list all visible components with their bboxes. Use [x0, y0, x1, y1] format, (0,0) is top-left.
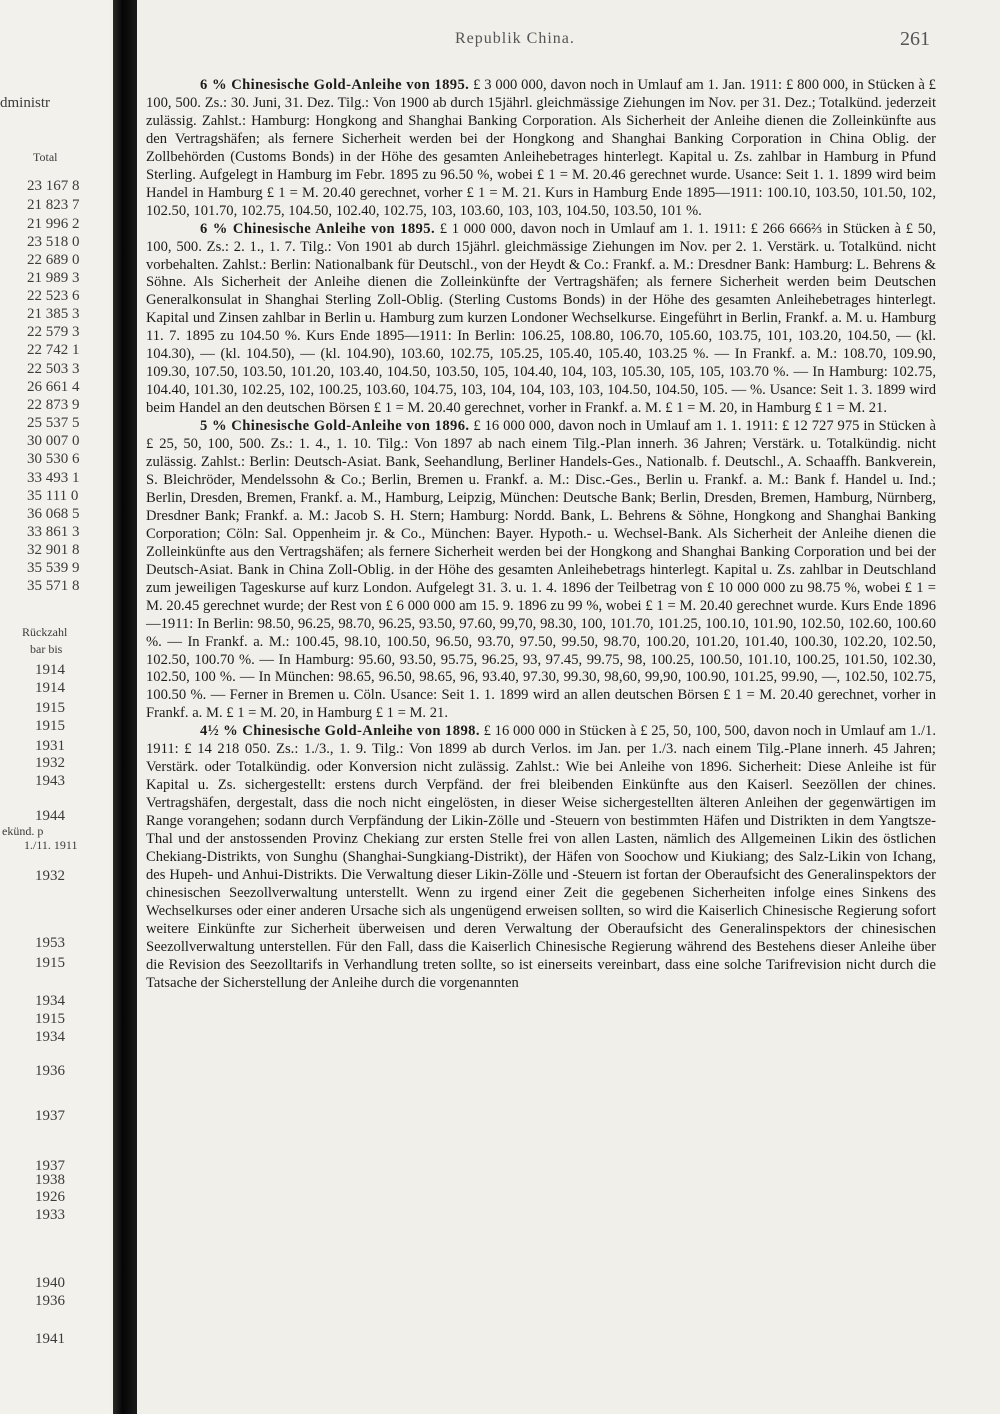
margin-fragment: 1934: [35, 993, 65, 1009]
margin-fragment: 1926: [35, 1189, 65, 1205]
margin-fragment: 1934: [35, 1029, 65, 1045]
margin-fragment: 21 996 2: [27, 216, 80, 232]
document-body: [146, 77, 936, 993]
margin-fragment: bar bis: [30, 642, 63, 656]
margin-fragment: 1914: [35, 680, 65, 696]
margin-fragment: 1932: [35, 755, 65, 771]
entry-title: 4½ % Chinesische Gold-Anleihe von 1898.: [200, 723, 480, 740]
margin-fragment: 1943: [35, 773, 65, 789]
book-binding-gutter: [113, 0, 137, 1414]
margin-fragment: 22 579 3: [27, 324, 80, 340]
entry-loan-1895: [146, 221, 936, 418]
entry-gold-loan-1898: [146, 723, 936, 992]
margin-fragment: 25 537 5: [27, 415, 80, 431]
margin-fragment: 1915: [35, 955, 65, 971]
margin-fragment: 1937: [35, 1108, 65, 1124]
margin-fragment: dministr: [0, 95, 51, 111]
margin-fragment: 23 167 8: [27, 178, 80, 194]
previous-page-margin-strip: [0, 0, 110, 1414]
entry-body: £ 3 000 000, davon noch in Umlauf am 1. Jan. 1911: £ 800 000, in Stücken à £ 100, 500. Zs.: 30. Juni, 31. Dez. Tilg.: Von 1900 ab durch 15jährl. gleichmässige Ziehungen im Nov. per 31. Dez.; Totalkünd. jederzeit zulässig. Zahlst.: Hamburg: Hongkong and Shanghai Banking Corporation. Als Sicherheit der Anleihe dienen die Zolleinkünfte aus den Vertragshäfen; als fernere Sicherheit werden bei der Hongkong and Shanghai Banking Corporation in China Oblig. der Zollbehörden (Customs Bonds) in der Höhe des gesamten Anleihebetrages hinterlegt. Kapital u. Zs. zahlbar in Hamburg in Pfund Sterling. Aufgelegt in Hamburg im Febr. 1895 zu 96.50 %, wobei £ 1 = M. 20.46 gerechnet wurde. Usance: Seit 1. 1. 1899 wird beim Handel in Hamburg £ 1 = M. 20.40 gerechnet, vorher £ 1 = M. 21. Kurs in Hamburg Ende 1895—1911: 100.10, 103.50, 101.50, 102, 102.50, 101.70, 102.75, 104.50, 102.40, 102.75, 103, 103.60, 103, 103, 104.50, 103.50, 101 %.: [146, 77, 936, 219]
margin-fragment: 30 530 6: [27, 451, 80, 467]
margin-fragment: 21 823 7: [27, 197, 80, 213]
margin-fragment: 30 007 0: [27, 433, 80, 449]
entry-title: 6 % Chinesische Gold-Anleihe von 1895.: [200, 77, 470, 93]
page-header: Republik China.: [455, 30, 575, 47]
margin-fragment: 1938: [35, 1172, 65, 1188]
margin-fragment: Rückzahl: [22, 625, 68, 639]
entry-title: 6 % Chinesische Anleihe von 1895.: [200, 220, 435, 237]
margin-fragment: 26 661 4: [27, 379, 80, 395]
page-number: 261: [900, 28, 930, 50]
margin-fragment: 1931: [35, 738, 65, 754]
margin-fragment: 21 989 3: [27, 270, 80, 286]
margin-fragment: 32 901 8: [27, 542, 80, 558]
margin-fragment: 35 539 9: [27, 560, 80, 576]
entry-gold-loan-1895: [146, 77, 936, 221]
margin-fragment: 36 068 5: [27, 506, 80, 522]
margin-fragment: 1915: [35, 718, 65, 734]
margin-fragment: 21 385 3: [27, 306, 80, 322]
margin-fragment: 35 111 0: [27, 488, 79, 504]
entry-gold-loan-1896: [146, 418, 936, 723]
margin-fragment: 22 523 6: [27, 288, 80, 304]
margin-fragment: 22 873 9: [27, 397, 80, 413]
entry-title: 5 % Chinesische Gold-Anleihe von 1896.: [200, 418, 470, 435]
margin-fragment: 22 689 0: [27, 252, 80, 268]
margin-fragment: 1941: [35, 1331, 65, 1347]
margin-fragment: 1940: [35, 1275, 65, 1291]
entry-body: £ 1 000 000, davon noch in Umlauf am 1. 1. 1911: £ 266 666⅔ in Stücken à £ 50, 100, 500. Zs.: 2. 1., 1. 7. Tilg.: Von 1901 ab durch 15jährl. gleichmässige Ziehungen im Nov. per 2. 1. Verstärk. u. Totalkünd. nicht vorbehalten. Zahlst.: Berlin: Nationalbank für Deutschl., von der Heydt & Co.: Frankf. a. M.: Dresdner Bank: Hamburg: L. Behrens & Söhne. Als Sicherheit der Anleihe dienen die Zolleinkünfte der Vertragshäfen; als fernere Sicherheit werden beim Deutschen Generalkonsulat in Shanghai Sterling Zoll-Oblig. (Sterling Customs Bonds) in der Höhe des gesamten Anleihebetrages hinterlegt. Kapital und Zinsen zahlbar in Berlin u. Hamburg zum kurzen Londoner Wechselkurse. Eingeführt in Berlin, Frankf. a. M. u. Hamburg 11. 7. 1895 zu 104.50 %. Kurs Ende 1895—1911: In Berlin: 106.25, 108.80, 106.70, 105.60, 103.75, 101, 103.20, 104.50, — (kl. 104.30), — (kl. 104.50), — (kl. 104.90), 103.60, 102.75, 105.25, 105.40, 105.40, 103.25 %. — In Frankf. a. M.: 108.70, 109.90, 109.30, 107.50, 103.50, 101.20, 103.40, 104.50, 103.50, 105, 104.40, 104, 103, 105.30, 105, 105, 103.70 %. — In Hamburg: 102.75, 104.40, 101.30, 102.25, 102, 100.25, 103.60, 104.75, 103, 104, 104, 103, 103, 104.50, 104.50, 105. — %. Usance: Seit 1. 3. 1899 wird beim Handel an den deutschen Börsen £ 1 = M. 20.40 gerechnet, vorher in Frankf. a. M. £ 1 = M. 20, in Hamburg £ 1 = M. 21.: [146, 220, 936, 417]
margin-fragment: 22 742 1: [27, 342, 80, 358]
margin-fragment: 35 571 8: [27, 578, 80, 594]
margin-fragment: 1./11. 1911: [24, 838, 78, 852]
margin-fragment: 1915: [35, 1011, 65, 1027]
margin-fragment: 1944: [35, 808, 65, 824]
margin-fragment: 1936: [35, 1293, 65, 1309]
margin-fragment: 1914: [35, 662, 65, 678]
margin-fragment: 1932: [35, 868, 65, 884]
margin-fragment: Total: [33, 150, 58, 164]
entry-body: £ 16 000 000, davon noch in Umlauf am 1. 1. 1911: £ 12 727 975 in Stücken à £ 25, 50, 100, 500. Zs.: 1. 4., 1. 10. Tilg.: Von 1897 ab nach einem Tilg.-Plan innerh. 36 Jahren; Verstärk. u. Totalkündig. nicht zulässig. Zahlst.: Berlin: Deutsch-Asiat. Bank, Seehandlung, Berliner Handels-Ges., Nationalb. f. Deutschl., A. Schaaffh. Bankverein, S. Bleichröder, Mendelssohn & Co.; Berlin, Bremen u. Frankf. a. M.: Disc.-Ges., Berlin u. Frankf. a. M.: Bank f. Handel u. Ind.; Berlin, Dresden, Bremen, Frankf. a. M., Hamburg, Leipzig, München: Deutsche Bank; Berlin, Dresden, Bremen, Hamburg, Nürnberg, Dresdner Bank; Frankf. a. M.: Jacob S. H. Stern; Hamburg: Nordd. Bank, L. Behrens & Söhne, Hongkong and Shanghai Banking Corporation; Cöln: Sal. Oppenheim jr. & Co., München: Bayer. Hypoth.- u. Wechsel-Bank. Als Sicherheit der Anleihe dienen die Zolleinkünfte aus den Vertragshäfen; als fernere Sicherheit werden bei der Hongkong and Shanghai Banking Corporation und bei der Deutsch-Asiat. Bank in China Zoll-Oblig. in der Höhe des gesamten Anleihebetrags hinterlegt. Kapital u. Zs. zahlbar in Deutschland zum jeweiligen Tageskurse auf kurz London. Aufgelegt 31. 3. u. 1. 4. 1896 der Teilbetrag von £ 10 000 000 zu 98.75 %, wobei £ 1 = M. 20.45 gerechnet wurde; der Rest von £ 6 000 000 am 15. 9. 1896 zu 99 %, wobei £ 1 = M. 20.40 gerechnet wurde. Kurs Ende 1896—1911: In Berlin: 98.50, 96.25, 98.70, 96.25, 93.50, 97.60, 99,70, 98.30, 100, 101.70, 101.25, 100.10, 101.90, 102.50, 102.60, 100.60 %. — In Frankf. a. M.: 100.45, 98.10, 100.50, 96.50, 93.70, 97.50, 99.50, 98.70, 100.20, 101.20, 101.40, 100.30, 102.20, 102.50, 102.50, 100.70 %. — In Hamburg: 95.60, 93.50, 95.75, 96.25, 93, 97.45, 99.75, 98, 100.25, 100.50, 101.10, 100.25, 101.50, 102.30, 102.50, 100 %. — In München: 98.65, 96.50, 98.65, 96, 93.40, 97.30, 99.30, 98,60, 99,90, 100.90, 101.25, 99.90, —, 102.50, 102.75, 100.50 %. — Ferner in Bremen u. Cöln. Usance: Seit 1. 1. 1899 wird an allen deutschen Börsen £ 1 = M. 20.40 gerechnet, vorher in Frankf. a. M. £ 1 = M. 20, in Hamburg £ 1 = M. 21.: [146, 418, 936, 722]
margin-fragment: 1915: [35, 700, 65, 716]
entry-body: £ 16 000 000 in Stücken à £ 25, 50, 100, 500, davon noch in Umlauf am 1./1. 1911: £ 14 218 050. Zs.: 1./3., 1. 9. Tilg.: Von 1899 ab durch Verlos. im Jan. per 1./3. nach einem Tilg.-Plane innerh. 45 Jahren; Verstärk. oder Totalkündig. oder Konversion nicht zulässig. Zahlst.: Wie bei Anleihe von 1896. Sicherheit: Diese Anleihe ist für Kapital u. Zs. sichergestellt: erstens durch Verpfänd. der frei bleibenden Einkünfte aus den Kaiserl. Seezöllen der chines. Vertragshäfen, dergestalt, dass die noch nicht eingelösten, in dieser Weise sichergestellten älteren Anleihen der gegenwärtigen im Range vorangehen; sodann durch Verpfändung der Likin-Zölle und -Steuern von bestimmten Häfen und Distrikten in dem Yangtsze-Thal und der anstossenden Provinz Chekiang zur ersten Stelle frei von allen Lasten, nämlich des Allgemeinen Likin des östlichen Chekiang-Distrikts, von Sunghu (Shanghai-Sungkiang-Distrikt), der Häfen von Soochow und Kiukiang; des Salz-Likin von Ichang, des Hupeh- und Anhui-Distrikts. Die Verwaltung dieser Likin-Zölle und -Steuern ist fortan der Oberaufsicht des Generalinspektors der chinesischen Seezollverwaltung unterstellt. Wenn zu irgend einer Zeit die gegebenen Sicherheiten infolge eines Sinkens des Wechselkurses oder einer anderen Ursache sich als ungenügend erweisen sollten, so wird die Kaiserlich Chinesische Regierung sofort weitere Einkünfte zur Sicherheit überweisen und deren Verwaltung der Oberaufsicht des Generalinspektors der chinesischen Seezollverwaltung unterstellen. Für den Fall, dass die Kaiserlich Chinesische Regierung während des Bestehens dieser Anleihe über die Revision des Seezolltarifs in Verhandlung treten sollte, so ist einerseits vereinbart, dass eine solche Tarifrevision nicht durch die Tatsache der Sicherstellung der Anleihe durch die vorgenannten: [146, 723, 936, 991]
margin-fragment: 23 518 0: [27, 234, 80, 250]
margin-fragment: ekünd. p: [2, 824, 44, 838]
margin-fragment: 1953: [35, 935, 65, 951]
margin-fragment: 1933: [35, 1207, 65, 1223]
margin-fragment: 1937: [35, 1158, 65, 1174]
margin-fragment: 33 493 1: [27, 470, 80, 486]
margin-fragment: 1936: [35, 1063, 65, 1079]
margin-fragment: 33 861 3: [27, 524, 80, 540]
margin-fragment: 22 503 3: [27, 361, 80, 377]
